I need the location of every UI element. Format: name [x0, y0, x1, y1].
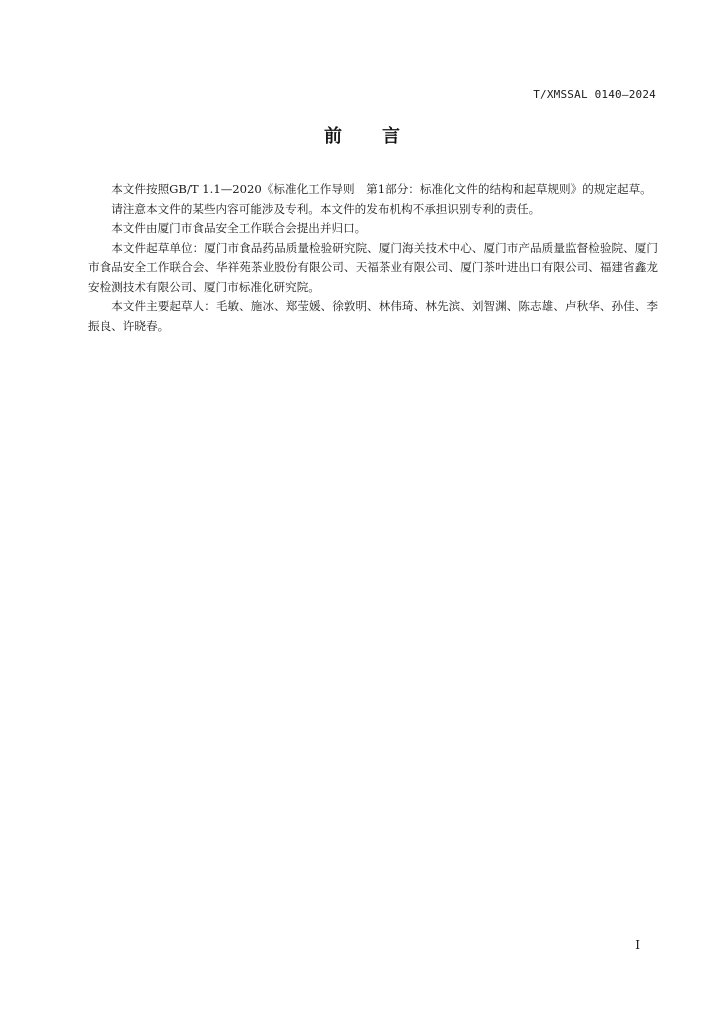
page-title [0, 122, 724, 148]
paragraph-drafting-rules: 本文件按照GB/T 1.1—2020《标准化工作导则 第1部分：标准化文件的结构和起草规则》的规定起草。 [111, 182, 652, 196]
paragraph-drafting-units: 本文件起草单位：厦门市食品药品质量检验研究院、厦门海关技术中心、厦门市产品质量监督检验院、厦门市食品安全工作联合会、华祥苑茶业股份有限公司、天福茶业有限公司、厦门茶叶进出口有限公司、福建省鑫龙安检测技术有限公司、厦门市标准化研究院。 [88, 240, 658, 294]
paragraph-drafters: 本文件主要起草人：毛敏、施冰、郑莹媛、徐敦明、林伟琦、林先滨、刘智渊、陈志雄、卢秋华、孙佳、李振良、许晓春。 [88, 299, 658, 333]
title-char-2: 言 [382, 126, 400, 147]
title-char-1: 前 [324, 126, 342, 147]
page-number: I [635, 938, 640, 952]
paragraph-patent-notice: 请注意本文件的某些内容可能涉及专利。本文件的发布机构不承担识别专利的责任。 [111, 201, 541, 216]
preface-body [88, 180, 658, 336]
paragraph-proposer: 本文件由厦门市食品安全工作联合会提出并归口。 [111, 221, 367, 235]
standard-number: T/XMSSAL 0140—2024 [533, 88, 656, 101]
